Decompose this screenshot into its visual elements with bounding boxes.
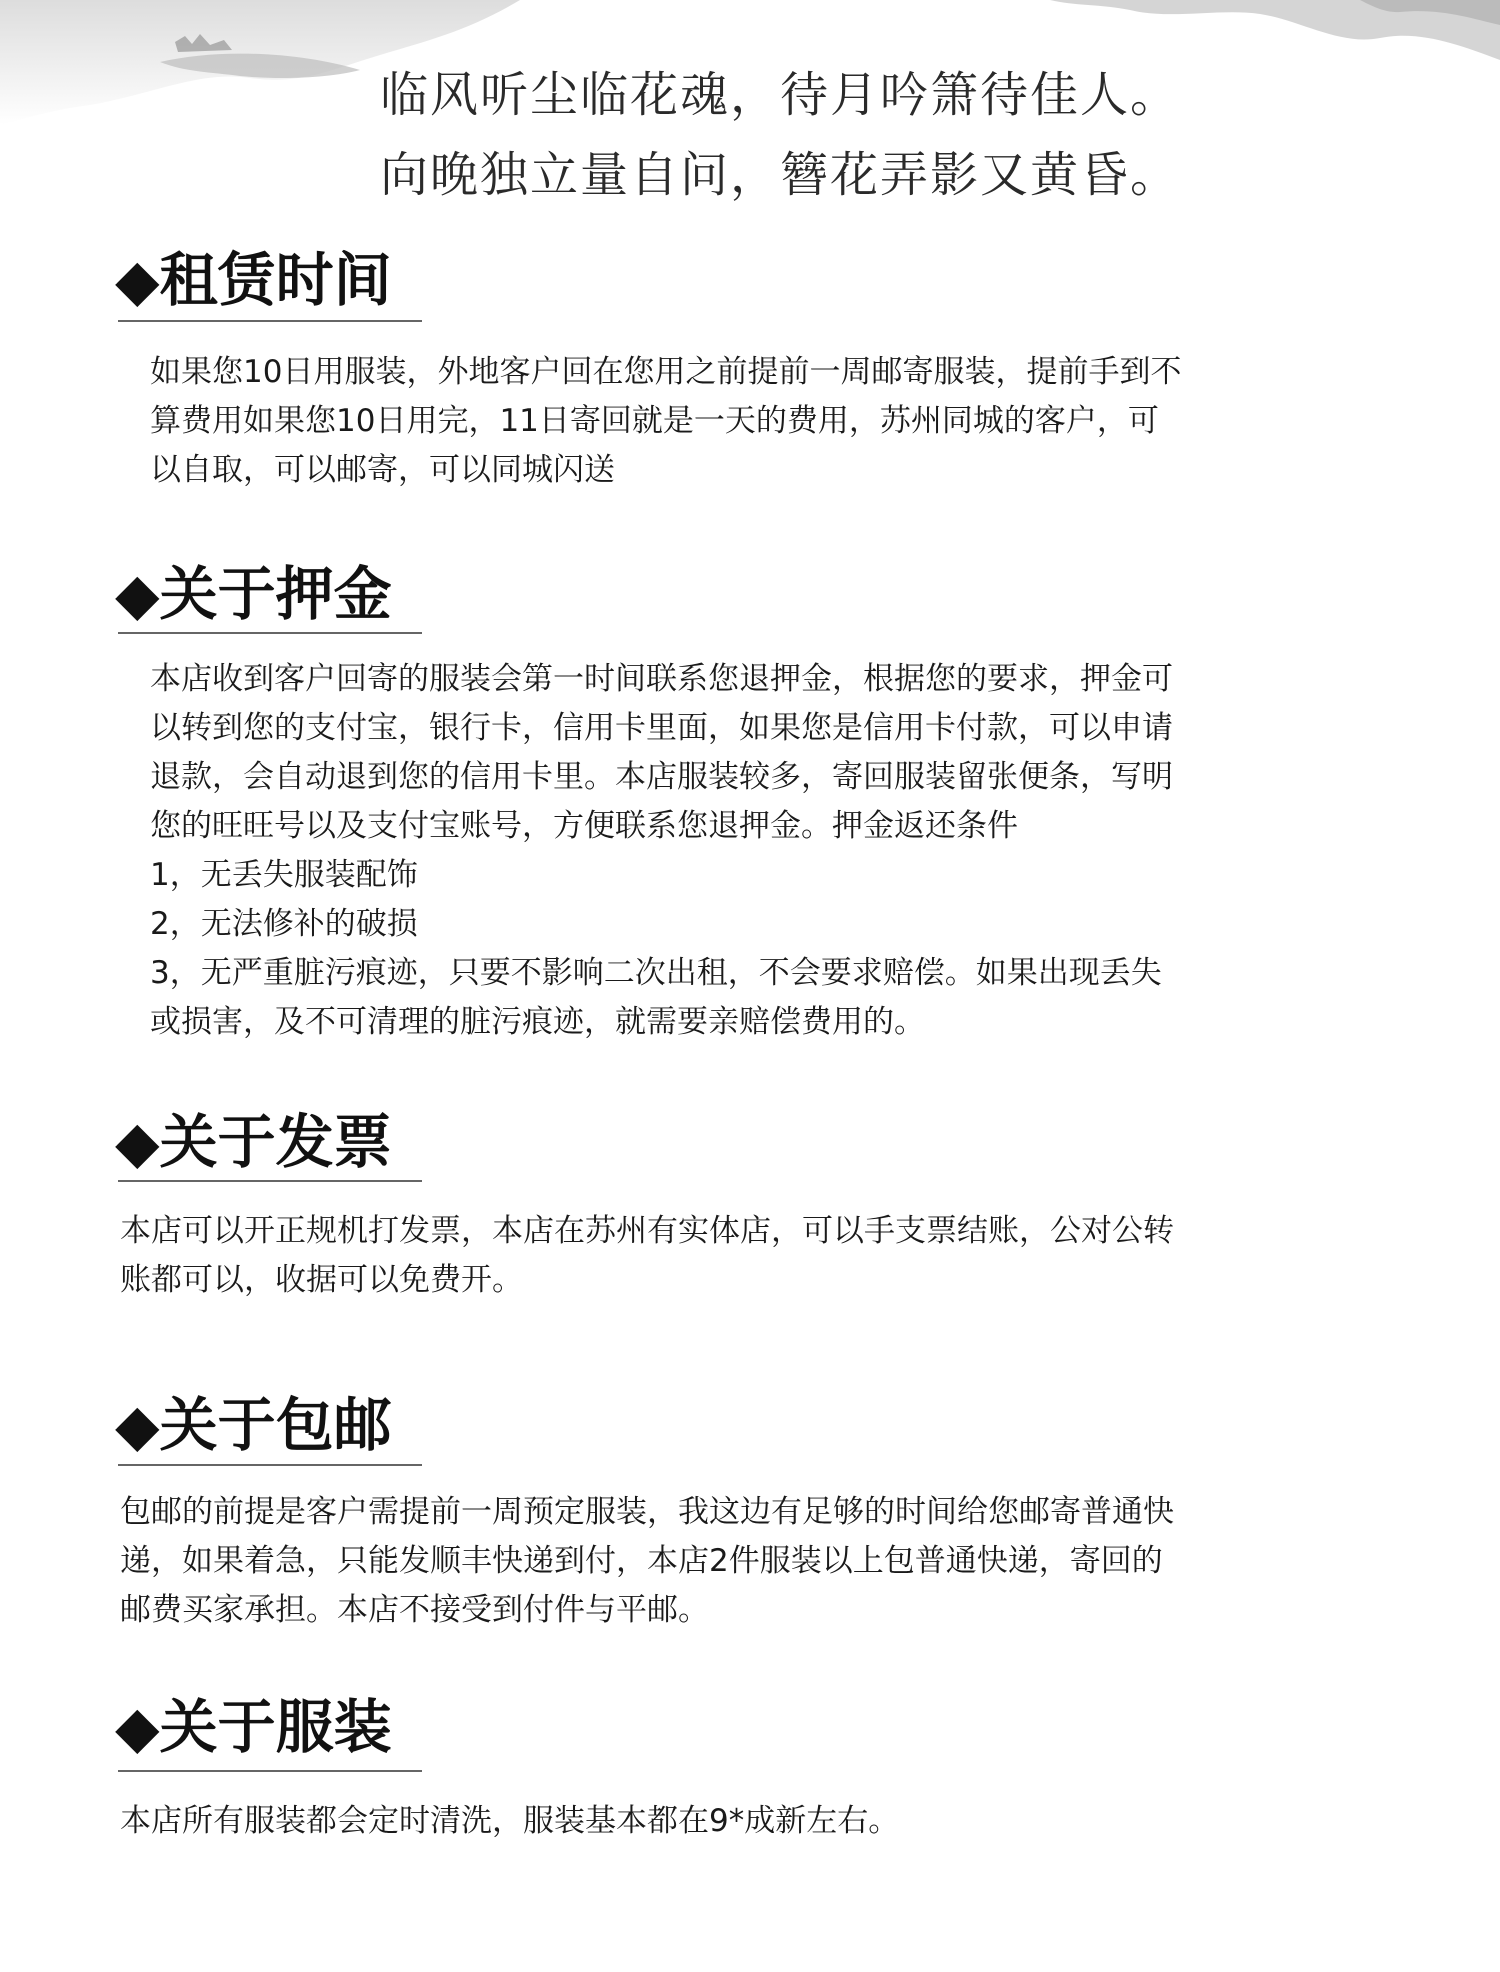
text-line: 本店可以开正规机打发票，本店在苏州有实体店，可以手支票结账，公对公转	[120, 1213, 1174, 1249]
text-line: 算费用如果您10日用完，11日寄回就是一天的费用，苏州同城的客户，可	[150, 403, 1159, 439]
text-line: 本店所有服装都会定时清洗，服装基本都在9*成新左右。	[120, 1803, 900, 1839]
section-divider	[118, 1180, 422, 1182]
section-body-clothing	[120, 1797, 899, 1846]
section-divider	[118, 1770, 422, 1772]
section-title-rental-time: ◆租赁时间	[115, 246, 392, 314]
text-line: 账都可以，收据可以免费开。	[120, 1262, 523, 1298]
section-title-deposit: ◆关于押金	[115, 560, 392, 628]
poem-line-2: 向晚独立量自问，簪花弄影又黄昏。	[379, 147, 1180, 203]
text-line: 1，无丢失服装配饰	[150, 857, 418, 893]
section-body-free-shipping	[120, 1488, 1174, 1635]
text-line: 包邮的前提是客户需提前一周预定服装，我这边有足够的时间给您邮寄普通快	[120, 1494, 1174, 1530]
text-line: 您的旺旺号以及支付宝账号，方便联系您退押金。押金返还条件	[150, 808, 1018, 844]
section-title-invoice: ◆关于发票	[115, 1108, 392, 1176]
poem-line-1: 临风听尘临花魂，待月吟箫待佳人。	[379, 67, 1180, 123]
text-line: 如果您10日用服装，外地客户回在您用之前提前一周邮寄服装，提前手到不	[150, 354, 1182, 390]
text-line: 2，无法修补的破损	[150, 906, 418, 942]
text-line: 以自取，可以邮寄，可以同城闪送	[150, 452, 615, 488]
text-line: 邮费买家承担。本店不接受到付件与平邮。	[120, 1592, 709, 1628]
text-line: 3，无严重脏污痕迹，只要不影响二次出租，不会要求赔偿。如果出现丢失	[150, 955, 1162, 991]
section-divider	[118, 1464, 422, 1466]
text-line: 递，如果着急，只能发顺丰快递到付，本店2件服装以上包普通快递，寄回的	[120, 1543, 1163, 1579]
text-line: 退款，会自动退到您的信用卡里。本店服装较多，寄回服装留张便条，写明	[150, 759, 1173, 795]
text-line: 或损害，及不可清理的脏污痕迹，就需要亲赔偿费用的。	[150, 1004, 925, 1040]
section-body-invoice	[120, 1207, 1174, 1305]
section-divider	[118, 632, 422, 634]
text-line: 以转到您的支付宝，银行卡，信用卡里面，如果您是信用卡付款，可以申请	[150, 710, 1173, 746]
section-title-free-shipping: ◆关于包邮	[115, 1391, 392, 1459]
section-body-rental-time	[150, 348, 1181, 495]
section-body-deposit	[150, 655, 1173, 1047]
text-line: 本店收到客户回寄的服装会第一时间联系您退押金，根据您的要求，押金可	[150, 661, 1173, 697]
section-title-clothing: ◆关于服装	[115, 1693, 392, 1761]
section-divider	[118, 320, 422, 322]
